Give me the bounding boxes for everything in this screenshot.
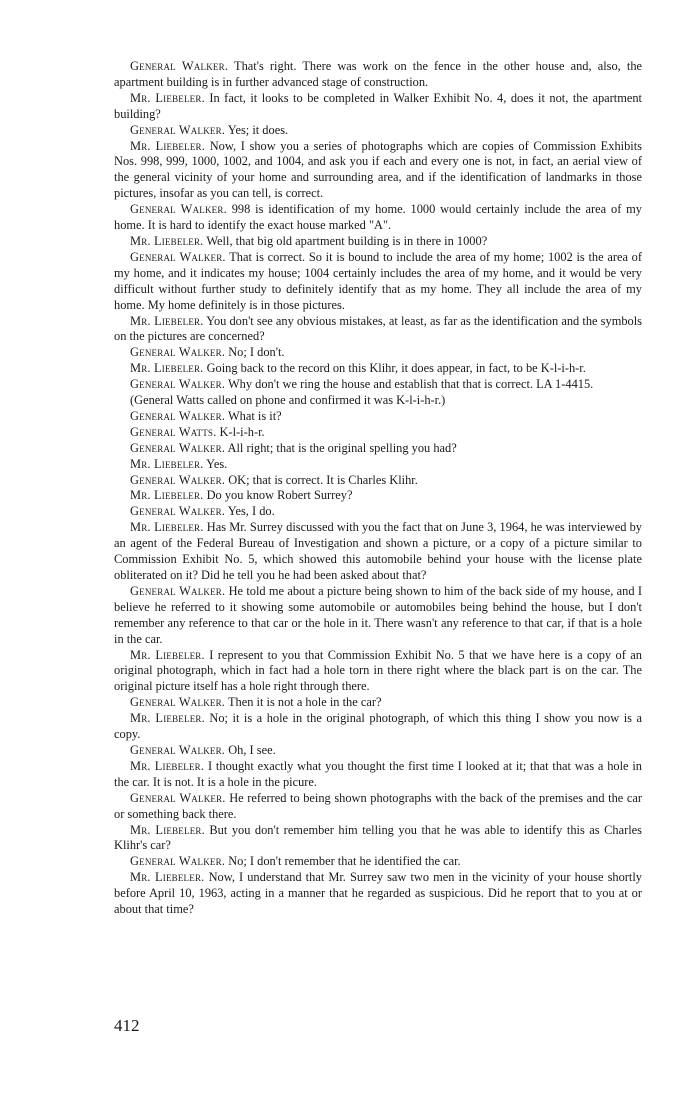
speech-text: Yes. xyxy=(206,456,228,471)
speech-text: (General Watts called on phone and confirmed it was K-l-i-h-r.) xyxy=(130,393,446,408)
transcript-paragraph xyxy=(114,345,642,361)
transcript-paragraph xyxy=(114,854,642,870)
speaker-name: General Walker. xyxy=(130,345,226,360)
speaker-name: Mr. Liebeler. xyxy=(130,870,205,885)
speech-text: I represent to you that Commission Exhibit No. 5 that we have here is a copy of an original photograph, which in fact had a hole torn in there right where the black part is on the car. The original picture itself has a hole right through there. xyxy=(114,647,642,694)
transcript-paragraph xyxy=(114,488,642,504)
speech-text: Has Mr. Surrey discussed with you the fact that on June 3, 1964, he was interviewed by an agent of the Federal Bureau of Investigation and shown a picture, or a copy of a picture similar to Commission Exhibit No. 5, which showed this automobile behind your house with the license plate obliterated on it? Did he tell you he had been asked about that? xyxy=(114,520,642,582)
speech-text: In fact, it looks to be completed in Walker Exhibit No. 4, does it not, the apartment building? xyxy=(114,90,642,121)
speech-text: Do you know Robert Surrey? xyxy=(206,488,353,503)
speaker-name: Mr. Liebeler. xyxy=(130,138,206,153)
transcript-paragraph xyxy=(114,234,642,250)
page-number: 412 xyxy=(114,1016,140,1035)
speaker-name: General Walker. xyxy=(130,695,226,710)
speech-text: You don't see any obvious mistakes, at least, as far as the identification and the symbols on the pictures are concerned? xyxy=(114,313,642,344)
transcript-paragraph xyxy=(114,250,642,314)
transcript-paragraph xyxy=(114,520,642,584)
transcript-paragraph xyxy=(114,695,642,711)
speech-text: 998 is identification of my home. 1000 would certainly include the area of my home. It is hard to identify the exact house marked "A". xyxy=(114,202,643,233)
speaker-name: General Walker. xyxy=(130,202,227,217)
transcript-paragraph xyxy=(114,823,642,855)
speaker-name: General Watts. xyxy=(130,424,217,439)
speaker-name: General Walker. xyxy=(130,504,226,519)
speaker-name: Mr. Liebeler. xyxy=(130,313,204,328)
transcript-paragraph xyxy=(114,584,642,648)
speaker-name: General Walker. xyxy=(130,408,226,423)
speaker-name: General Walker. xyxy=(130,742,226,757)
speech-text: Going back to the record on this Klihr, it does appear, in fact, to be K-l-i-h-r. xyxy=(206,361,586,376)
transcript-paragraph xyxy=(114,473,642,489)
speech-text: He referred to being shown photographs with the back of the premises and the car or something back there. xyxy=(114,790,642,821)
speech-text: Well, that big old apartment building is in there in 1000? xyxy=(206,233,488,248)
speech-text: OK; that is correct. It is Charles Klihr. xyxy=(228,472,418,487)
transcript-paragraph xyxy=(114,759,642,791)
transcript-paragraph xyxy=(114,202,642,234)
transcript-paragraph xyxy=(114,870,642,918)
transcript-paragraph xyxy=(114,59,642,91)
speech-text: That's right. There was work on the fence in the other house and, also, the apartment building is in further advanced stage of construction. xyxy=(114,59,643,89)
speaker-name: Mr. Liebeler. xyxy=(130,711,205,726)
transcript-paragraph xyxy=(114,123,642,139)
speech-text: He told me about a picture being shown to him of the back side of my house, and I believe he referred to it showing some automobile or automobiles being behind the house, but I don't remember any reference to that car or the hole in it. There wasn't any reference to that car, if that is a hole in the car. xyxy=(114,583,642,646)
speaker-name: General Walker. xyxy=(130,59,229,73)
speaker-name: General Walker. xyxy=(130,854,226,869)
speaker-name: Mr. Liebeler. xyxy=(130,647,205,662)
speech-text: Yes; it does. xyxy=(227,122,289,137)
speech-text: Yes, I do. xyxy=(227,504,275,519)
speaker-name: General Walker. xyxy=(130,472,226,487)
speaker-name: Mr. Liebeler. xyxy=(130,90,205,105)
transcript-paragraph xyxy=(114,425,642,441)
transcript-paragraph xyxy=(114,393,642,409)
speech-text: No; I don't remember that he identified the car. xyxy=(228,854,461,869)
transcript-paragraph xyxy=(114,648,642,696)
speech-text: No; it is a hole in the original photograph, of which this thing I show you now is a copy. xyxy=(114,711,642,742)
transcript-paragraph xyxy=(114,743,642,759)
speaker-name: General Walker. xyxy=(130,122,226,137)
speech-text: But you don't remember him telling you that he was able to identify this as Charles Klihr's car? xyxy=(114,822,642,853)
transcript-paragraph xyxy=(114,504,642,520)
transcript-paragraph xyxy=(114,361,642,377)
speech-text: No; I don't. xyxy=(228,345,285,360)
transcript-paragraph xyxy=(114,791,642,823)
speaker-name: Mr. Liebeler. xyxy=(130,758,205,773)
speaker-name: Mr. Liebeler. xyxy=(130,233,204,248)
speaker-name: Mr. Liebeler. xyxy=(130,822,205,837)
speech-text: I thought exactly what you thought the first time I looked at it; that that was a hole in the car. It is not. It is a hole in the picure. xyxy=(114,758,642,789)
transcript-paragraph xyxy=(114,314,642,346)
transcript-paragraph xyxy=(114,457,642,473)
transcript-page xyxy=(114,59,642,918)
speaker-name: General Walker. xyxy=(130,440,226,455)
transcript-paragraph xyxy=(114,441,642,457)
speech-text: What is it? xyxy=(227,408,282,423)
speech-text: K-l-i-h-r. xyxy=(219,424,265,439)
speaker-name: General Walker. xyxy=(130,583,226,598)
speech-text: Oh, I see. xyxy=(228,742,276,757)
speaker-name: General Walker. xyxy=(130,790,226,805)
speech-text: That is correct. So it is bound to include the area of my home; 1002 is the area of my home, and it indicates my house; 1004 certainly includes the area of my home, and it would be very difficult without further study to definitely identify that as my home. They all include the area of my home. My home definitely is in those pictures. xyxy=(114,249,642,312)
transcript-paragraph xyxy=(114,377,642,393)
speech-text: Then it is not a hole in the car? xyxy=(227,695,382,710)
speaker-name: General Walker. xyxy=(130,249,226,264)
speaker-name: Mr. Liebeler. xyxy=(130,488,204,503)
speech-text: All right; that is the original spelling you had? xyxy=(227,440,457,455)
transcript-paragraph xyxy=(114,91,642,123)
speech-text: Now, I show you a series of photographs which are copies of Commission Exhibits Nos. 998, 999, 1000, 1002, and 1004, and ask you if each and every one is not, in fact, an aerial view of the general vicinity of your home and surrounding area, and if the identification of landmarks in those pictures, insofar as you can tell, is correct. xyxy=(114,138,642,201)
speaker-name: Mr. Liebeler. xyxy=(130,361,204,376)
transcript-paragraph xyxy=(114,711,642,743)
transcript-paragraph xyxy=(114,409,642,425)
speaker-name: Mr. Liebeler. xyxy=(130,520,204,535)
speaker-name: Mr. Liebeler. xyxy=(130,456,204,471)
transcript-paragraph xyxy=(114,139,642,203)
speech-text: Now, I understand that Mr. Surrey saw two men in the vicinity of your house shortly before April 10, 1963, acting in a manner that he regarded as suspicious. Did he report that to you at or about that time? xyxy=(114,870,642,917)
speech-text: Why don't we ring the house and establish that that is correct. LA 1-4415. xyxy=(227,377,594,392)
speaker-name: General Walker. xyxy=(130,377,226,392)
